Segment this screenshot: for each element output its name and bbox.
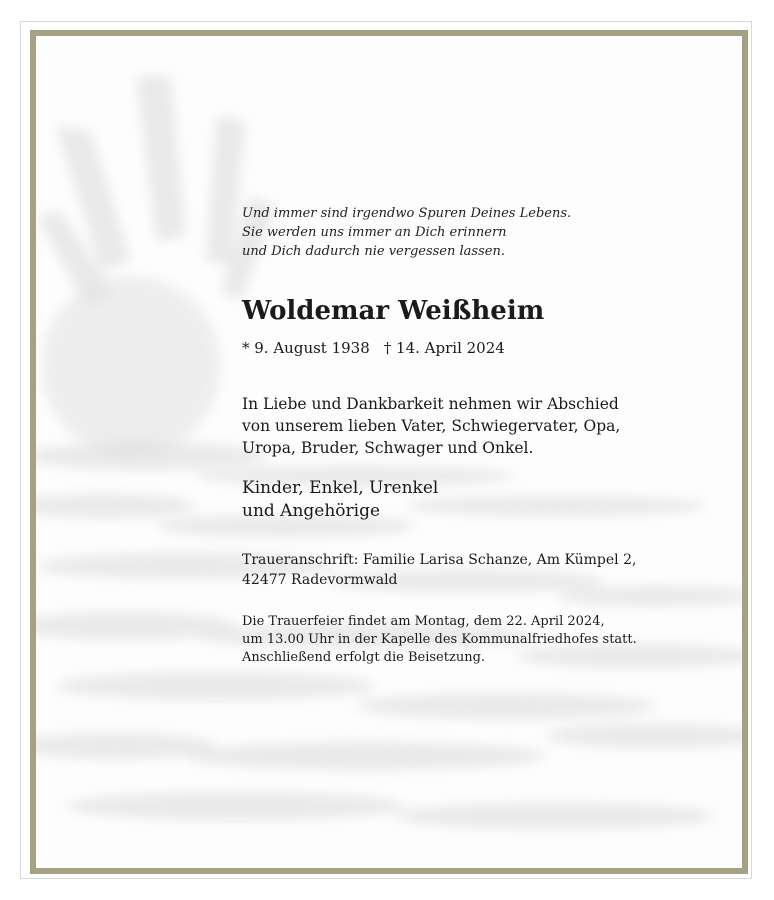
ceremony-line: Die Trauerfeier findet am Montag, dem 22. April 2024, [242, 614, 605, 629]
deceased-name: Woldemar Weißheim [242, 296, 545, 326]
farewell-line: Uropa, Bruder, Schwager und Onkel. [242, 439, 534, 457]
sun-rays [36, 76, 276, 306]
farewell-line: In Liebe und Dankbarkeit nehmen wir Abschied [242, 395, 619, 413]
ceremony-line: um 13.00 Uhr in der Kapelle des Kommunalfriedhofes statt. [242, 632, 637, 647]
mourners [242, 477, 712, 523]
mourning-address [242, 550, 712, 590]
farewell-line: von unserem lieben Vater, Schwiegervater, Opa, [242, 417, 621, 435]
obituary-content [242, 204, 712, 667]
obituary-frame [30, 30, 748, 874]
address-line: Traueranschrift: Familie Larisa Schanze, Am Kümpel 2, [242, 552, 637, 568]
farewell-text [242, 393, 712, 459]
quote-line: Sie werden uns immer an Dich erinnern [242, 225, 507, 240]
mourner-line: und Angehörige [242, 501, 381, 521]
quote-line: und Dich dadurch nie vergessen lassen. [242, 244, 505, 259]
ceremony-line: Anschließend erfolgt die Beisetzung. [242, 650, 486, 665]
quote-line: Und immer sind irgendwo Spuren Deines Lebens. [242, 206, 572, 221]
mourner-line: Kinder, Enkel, Urenkel [242, 478, 439, 498]
funeral-ceremony-info [242, 613, 712, 667]
death-date: † 14. April 2024 [383, 339, 505, 357]
address-line: 42477 Radevormwald [242, 572, 398, 588]
birth-date: * 9. August 1938 [242, 339, 370, 357]
sun-disc [41, 276, 221, 456]
life-dates [242, 339, 712, 357]
memorial-quote [242, 204, 712, 261]
